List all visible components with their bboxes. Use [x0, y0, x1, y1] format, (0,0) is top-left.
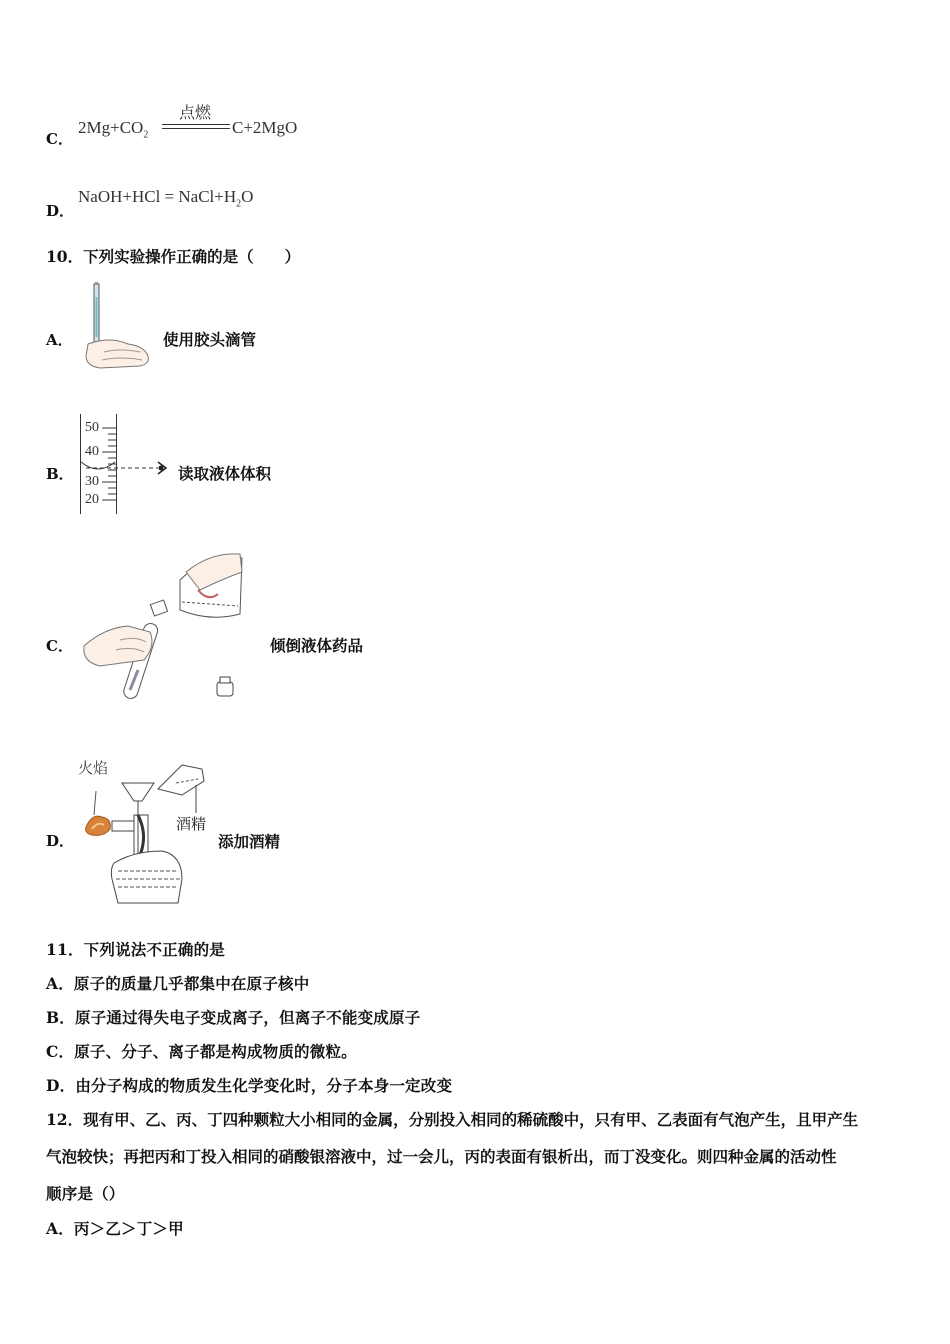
pouring-liquid-figure	[80, 550, 250, 705]
equation-right: C+2MgO	[232, 118, 298, 137]
q10-option-a-label: A．	[46, 331, 73, 349]
q11-option-a: A．原子的质量几乎都集中在原子核中	[46, 974, 310, 993]
q10-option-d-caption: 添加酒精	[218, 832, 281, 851]
dropper-hand-figure	[80, 282, 156, 374]
equation-d-subscript: 2	[236, 198, 242, 210]
cylinder-tick-30: 30	[85, 474, 99, 489]
q12-line-2: 气泡较快；再把丙和丁投入相同的硝酸银溶液中，过一会儿，丙的表面有银析出，而丁没变化。则四种金属的活动性	[46, 1147, 837, 1166]
q10-option-b-label: B．	[46, 465, 74, 483]
reaction-condition-text: 点燃	[178, 105, 211, 122]
q10-option-c-caption: 倾倒液体药品	[270, 636, 364, 655]
q10-option-c-label: C．	[46, 637, 73, 655]
q10-option-b-caption: 读取液体体积	[178, 464, 272, 483]
q10-stem: 10．下列实验操作正确的是（ ）	[46, 247, 301, 266]
cylinder-tick-20: 20	[85, 492, 99, 507]
alcohol-lamp-figure	[78, 755, 218, 905]
q9-option-d-equation	[78, 187, 253, 209]
reaction-condition	[162, 100, 228, 123]
equation-d-left: NaOH+HCl = NaCl+H	[78, 187, 237, 206]
q9-option-c-label: C．	[46, 130, 73, 148]
equation-d-tail: O	[241, 187, 254, 206]
q11-option-b: B．原子通过得失电子变成离子，但离子不能变成原子	[46, 1008, 421, 1027]
cylinder-tick-40: 40	[85, 444, 99, 459]
q10-option-a-caption: 使用胶头滴管	[163, 330, 257, 349]
q12-option-a: A．丙＞乙＞丁＞甲	[46, 1219, 184, 1238]
q11-stem: 11．下列说法不正确的是	[46, 940, 225, 959]
equation-left: 2Mg+CO	[78, 118, 144, 137]
q9-option-c-equation	[78, 118, 148, 140]
graduated-cylinder-figure	[78, 414, 178, 516]
q12-line-3: 顺序是（）	[46, 1184, 125, 1203]
q11-option-c: C．原子、分子、离子都是构成物质的微粒。	[46, 1042, 357, 1061]
equation-left-subscript: 2	[143, 129, 149, 141]
flame-label: 火焰	[78, 759, 109, 777]
reaction-equals-sign	[162, 124, 230, 129]
q10-option-d-label: D．	[46, 832, 75, 850]
alcohol-label: 酒精	[176, 815, 207, 833]
cylinder-tick-50: 50	[85, 420, 99, 435]
q9-option-d-label: D．	[46, 202, 75, 220]
q12-line-1: 12．现有甲、乙、丙、丁四种颗粒大小相同的金属，分别投入相同的稀硫酸中，只有甲、乙表面有气泡产生，且甲产生	[46, 1110, 859, 1129]
q11-option-d: D．由分子构成的物质发生化学变化时，分子本身一定改变	[46, 1076, 453, 1095]
